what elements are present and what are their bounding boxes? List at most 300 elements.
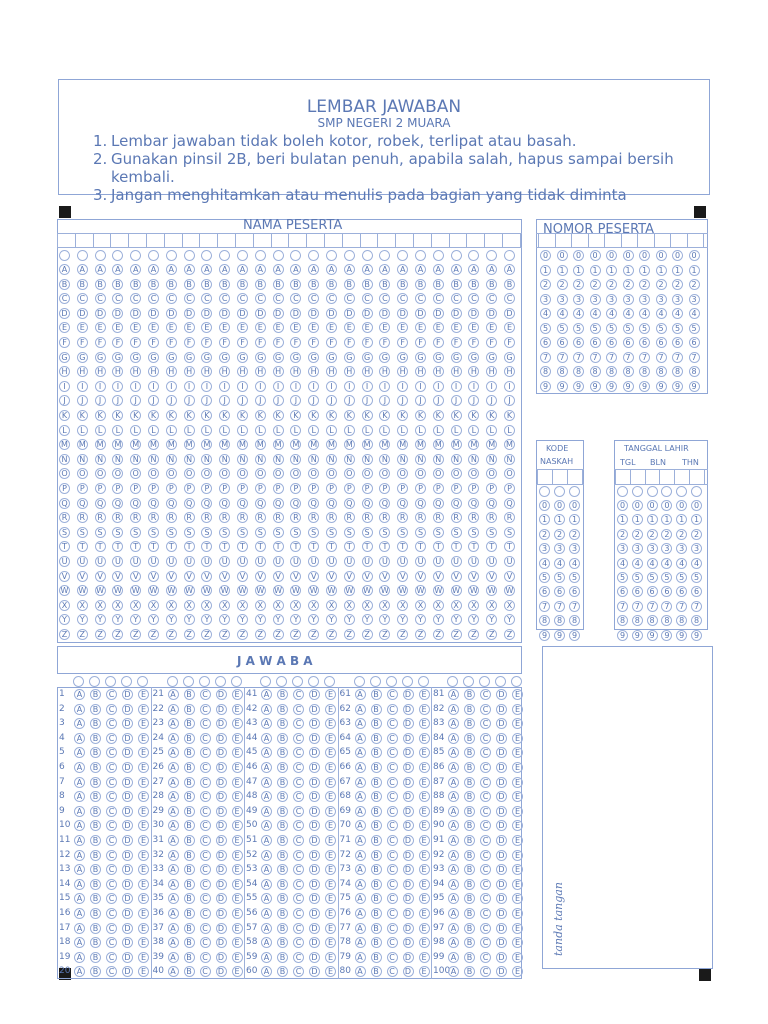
nama-letter-bubble[interactable]: E <box>344 322 355 333</box>
nama-letter-bubble[interactable]: I <box>415 381 426 392</box>
nama-letter-bubble[interactable]: B <box>77 279 88 290</box>
nama-letter-bubble[interactable]: C <box>451 293 462 304</box>
nomor-digit-bubble[interactable]: 0 <box>606 250 617 261</box>
nama-letter-bubble[interactable]: K <box>362 410 373 421</box>
nama-letter-bubble[interactable]: Q <box>451 498 462 509</box>
nama-letter-bubble[interactable]: X <box>344 600 355 611</box>
nama-letter-bubble[interactable]: F <box>130 337 141 348</box>
answer-option-bubble[interactable]: E <box>325 835 336 846</box>
answer-option-bubble[interactable]: C <box>387 806 398 817</box>
blank-bubble[interactable] <box>415 250 426 261</box>
nama-letter-bubble[interactable]: C <box>468 293 479 304</box>
nama-letter-bubble[interactable]: G <box>184 352 195 363</box>
answer-option-bubble[interactable]: B <box>371 777 382 788</box>
nama-letter-bubble[interactable]: W <box>113 586 122 596</box>
nama-letter-bubble[interactable]: H <box>326 366 337 377</box>
answer-option-bubble[interactable]: C <box>387 952 398 963</box>
blank-bubble[interactable] <box>137 676 148 687</box>
nama-letter-bubble[interactable]: J <box>148 395 159 406</box>
nama-letter-bubble[interactable]: B <box>112 279 123 290</box>
nama-letter-bubble[interactable]: Z <box>201 629 212 640</box>
nama-letter-bubble[interactable]: O <box>273 468 284 479</box>
answer-option-bubble[interactable]: B <box>184 879 195 890</box>
nama-letter-bubble[interactable]: C <box>433 293 444 304</box>
nama-letter-bubble[interactable]: S <box>486 527 497 538</box>
answer-option-bubble[interactable]: A <box>74 835 85 846</box>
nama-letter-bubble[interactable]: Q <box>166 498 177 509</box>
nama-letter-bubble[interactable]: Z <box>219 629 230 640</box>
nama-letter-bubble[interactable]: U <box>468 556 479 567</box>
nama-letter-bubble[interactable]: Y <box>468 614 479 625</box>
answer-option-bubble[interactable]: B <box>277 704 288 715</box>
answer-option-bubble[interactable]: C <box>106 806 117 817</box>
nama-letter-bubble[interactable]: P <box>59 483 70 494</box>
answer-option-bubble[interactable]: A <box>448 806 459 817</box>
answer-option-bubble[interactable]: C <box>480 864 491 875</box>
nama-letter-bubble[interactable]: H <box>486 366 497 377</box>
nomor-digit-bubble[interactable]: 3 <box>573 294 584 305</box>
nama-letter-bubble[interactable]: D <box>201 308 212 319</box>
nama-letter-bubble[interactable]: K <box>290 410 301 421</box>
answer-option-bubble[interactable]: E <box>419 820 430 831</box>
nama-letter-bubble[interactable]: P <box>237 483 248 494</box>
nama-letter-bubble[interactable]: T <box>130 541 141 552</box>
nama-letter-bubble[interactable]: X <box>255 600 266 611</box>
answer-option-bubble[interactable]: D <box>216 820 227 831</box>
nomor-digit-bubble[interactable]: 5 <box>672 323 683 334</box>
answer-option-bubble[interactable]: D <box>403 952 414 963</box>
nama-letter-bubble[interactable]: W <box>60 586 69 596</box>
tanggal-digit-bubble[interactable]: 8 <box>647 615 658 626</box>
nama-letter-bubble[interactable]: H <box>290 366 301 377</box>
answer-option-bubble[interactable]: D <box>496 952 507 963</box>
answer-option-bubble[interactable]: D <box>216 806 227 817</box>
nama-letter-bubble[interactable]: K <box>379 410 390 421</box>
nama-letter-bubble[interactable]: B <box>504 279 515 290</box>
nama-letter-bubble[interactable]: X <box>397 600 408 611</box>
nama-letter-bubble[interactable]: F <box>415 337 426 348</box>
nomor-digit-bubble[interactable]: 9 <box>590 381 601 392</box>
answer-option-bubble[interactable]: A <box>448 864 459 875</box>
answer-option-bubble[interactable]: D <box>496 747 507 758</box>
nama-letter-bubble[interactable]: Z <box>130 629 141 640</box>
answer-option-bubble[interactable]: C <box>200 777 211 788</box>
nomor-digit-bubble[interactable]: 3 <box>639 294 650 305</box>
answer-option-bubble[interactable]: C <box>106 850 117 861</box>
tanggal-digit-bubble[interactable]: 3 <box>661 543 672 554</box>
answer-option-bubble[interactable]: B <box>90 689 101 700</box>
nama-letter-bubble[interactable]: A <box>468 264 479 275</box>
nama-letter-bubble[interactable]: Z <box>433 629 444 640</box>
nama-letter-bubble[interactable]: O <box>130 468 141 479</box>
nama-letter-bubble[interactable]: N <box>59 454 70 465</box>
nama-letter-bubble[interactable]: K <box>77 410 88 421</box>
blank-bubble[interactable] <box>504 250 515 261</box>
blank-bubble[interactable] <box>231 676 242 687</box>
answer-option-bubble[interactable]: E <box>419 893 430 904</box>
answer-option-bubble[interactable]: D <box>403 777 414 788</box>
nomor-digit-bubble[interactable]: 2 <box>689 279 700 290</box>
nomor-digit-bubble[interactable]: 5 <box>573 323 584 334</box>
nomor-digit-bubble[interactable]: 9 <box>623 381 634 392</box>
nama-letter-bubble[interactable]: E <box>415 322 426 333</box>
answer-option-bubble[interactable]: C <box>200 952 211 963</box>
answer-option-bubble[interactable]: B <box>277 850 288 861</box>
answer-option-bubble[interactable]: A <box>261 791 272 802</box>
answer-option-bubble[interactable]: A <box>74 966 85 977</box>
answer-option-bubble[interactable]: D <box>216 966 227 977</box>
nama-letter-bubble[interactable]: Q <box>77 498 88 509</box>
nama-letter-bubble[interactable]: H <box>415 366 426 377</box>
nama-letter-bubble[interactable]: Z <box>504 629 515 640</box>
tanggal-digit-bubble[interactable]: 4 <box>647 558 658 569</box>
nama-letter-bubble[interactable]: B <box>397 279 408 290</box>
answer-option-bubble[interactable]: D <box>309 777 320 788</box>
nama-letter-bubble[interactable]: X <box>273 600 284 611</box>
nomor-digit-bubble[interactable]: 3 <box>672 294 683 305</box>
nomor-digit-bubble[interactable]: 5 <box>606 323 617 334</box>
nama-letter-bubble[interactable]: S <box>184 527 195 538</box>
answer-option-bubble[interactable]: D <box>496 893 507 904</box>
blank-bubble[interactable] <box>402 676 413 687</box>
answer-option-bubble[interactable]: E <box>512 908 523 919</box>
answer-option-bubble[interactable]: D <box>122 966 133 977</box>
nomor-digit-bubble[interactable]: 7 <box>639 352 650 363</box>
nama-letter-bubble[interactable]: R <box>130 512 141 523</box>
answer-option-bubble[interactable]: C <box>106 747 117 758</box>
answer-option-bubble[interactable]: E <box>512 952 523 963</box>
nomor-digit-bubble[interactable]: 2 <box>590 279 601 290</box>
nama-letter-bubble[interactable]: O <box>184 468 195 479</box>
answer-option-bubble[interactable]: C <box>480 923 491 934</box>
answer-option-bubble[interactable]: D <box>403 864 414 875</box>
nama-letter-bubble[interactable]: V <box>219 571 230 582</box>
nama-letter-bubble[interactable]: Q <box>326 498 337 509</box>
answer-option-bubble[interactable]: E <box>419 704 430 715</box>
nama-letter-bubble[interactable]: Y <box>273 614 284 625</box>
answer-option-bubble[interactable]: B <box>277 689 288 700</box>
nama-letter-bubble[interactable]: N <box>397 454 408 465</box>
answer-option-bubble[interactable]: D <box>403 879 414 890</box>
nama-letter-bubble[interactable]: B <box>433 279 444 290</box>
answer-option-bubble[interactable]: A <box>168 791 179 802</box>
answer-option-bubble[interactable]: D <box>216 747 227 758</box>
nama-letter-bubble[interactable]: L <box>433 425 444 436</box>
nama-letter-bubble[interactable]: T <box>237 541 248 552</box>
nama-letter-bubble[interactable]: X <box>95 600 106 611</box>
tanggal-digit-bubble[interactable]: 7 <box>676 601 687 612</box>
nomor-digit-bubble[interactable]: 0 <box>623 250 634 261</box>
nama-letter-bubble[interactable]: F <box>273 337 284 348</box>
nama-letter-bubble[interactable]: Q <box>201 498 212 509</box>
answer-option-bubble[interactable]: E <box>232 893 243 904</box>
nama-letter-bubble[interactable]: K <box>486 410 497 421</box>
answer-option-bubble[interactable]: A <box>355 704 366 715</box>
nama-letter-bubble[interactable]: W <box>469 586 478 596</box>
nama-letter-bubble[interactable]: Y <box>237 614 248 625</box>
nama-letter-bubble[interactable]: L <box>148 425 159 436</box>
answer-option-bubble[interactable]: E <box>419 762 430 773</box>
nama-letter-bubble[interactable]: H <box>362 366 373 377</box>
nama-letter-bubble[interactable]: U <box>326 556 337 567</box>
nama-letter-bubble[interactable]: J <box>379 395 390 406</box>
nama-letter-bubble[interactable]: T <box>326 541 337 552</box>
nomor-digit-bubble[interactable]: 4 <box>639 308 650 319</box>
nama-letter-bubble[interactable]: O <box>255 468 266 479</box>
tanggal-digit-bubble[interactable]: 3 <box>617 543 628 554</box>
answer-option-bubble[interactable]: E <box>512 777 523 788</box>
nama-letter-bubble[interactable]: I <box>468 381 479 392</box>
answer-option-bubble[interactable]: B <box>371 893 382 904</box>
answer-option-bubble[interactable]: A <box>355 937 366 948</box>
nama-letter-bubble[interactable]: V <box>59 571 70 582</box>
nama-letter-bubble[interactable]: A <box>397 264 408 275</box>
answer-option-bubble[interactable]: A <box>168 879 179 890</box>
nama-letter-bubble[interactable]: M <box>468 439 479 450</box>
nama-letter-bubble[interactable]: Q <box>219 498 230 509</box>
answer-option-bubble[interactable]: E <box>232 850 243 861</box>
nama-letter-bubble[interactable]: M <box>451 439 462 450</box>
blank-bubble[interactable] <box>386 676 397 687</box>
nama-letter-bubble[interactable]: F <box>184 337 195 348</box>
answer-option-bubble[interactable]: E <box>512 923 523 934</box>
answer-option-bubble[interactable]: E <box>232 718 243 729</box>
nomor-digit-bubble[interactable]: 3 <box>656 294 667 305</box>
answer-option-bubble[interactable]: D <box>216 704 227 715</box>
nama-letter-bubble[interactable]: E <box>201 322 212 333</box>
nomor-digit-bubble[interactable]: 4 <box>623 308 634 319</box>
nama-letter-bubble[interactable]: E <box>362 322 373 333</box>
answer-option-bubble[interactable]: B <box>90 733 101 744</box>
nama-letter-bubble[interactable]: L <box>451 425 462 436</box>
answer-option-bubble[interactable]: B <box>277 777 288 788</box>
answer-option-bubble[interactable]: A <box>355 762 366 773</box>
nama-letter-bubble[interactable]: G <box>148 352 159 363</box>
answer-option-bubble[interactable]: C <box>480 850 491 861</box>
nama-letter-bubble[interactable]: L <box>415 425 426 436</box>
nama-letter-bubble[interactable]: K <box>344 410 355 421</box>
nomor-digit-bubble[interactable]: 1 <box>540 265 551 276</box>
nama-letter-bubble[interactable]: A <box>344 264 355 275</box>
nama-letter-bubble[interactable]: P <box>433 483 444 494</box>
answer-option-bubble[interactable]: C <box>200 850 211 861</box>
nama-letter-bubble[interactable]: Y <box>219 614 230 625</box>
nama-letter-bubble[interactable]: M <box>415 439 426 450</box>
nomor-digit-bubble[interactable]: 8 <box>639 366 650 377</box>
nama-letter-bubble[interactable]: V <box>184 571 195 582</box>
nama-letter-bubble[interactable]: D <box>326 308 337 319</box>
blank-bubble[interactable] <box>632 486 643 497</box>
tanggal-digit-bubble[interactable]: 6 <box>661 586 672 597</box>
answer-option-bubble[interactable]: B <box>277 908 288 919</box>
nama-letter-bubble[interactable]: L <box>237 425 248 436</box>
nama-letter-bubble[interactable]: X <box>59 600 70 611</box>
nama-letter-bubble[interactable]: U <box>504 556 515 567</box>
nama-letter-bubble[interactable]: E <box>77 322 88 333</box>
kode-digit-bubble[interactable]: 3 <box>539 543 550 554</box>
blank-bubble[interactable] <box>617 486 628 497</box>
answer-option-bubble[interactable]: C <box>293 777 304 788</box>
answer-option-bubble[interactable]: C <box>387 820 398 831</box>
nama-letter-bubble[interactable]: K <box>397 410 408 421</box>
nama-letter-bubble[interactable]: Y <box>59 614 70 625</box>
tanggal-digit-bubble[interactable]: 8 <box>676 615 687 626</box>
answer-option-bubble[interactable]: B <box>464 689 475 700</box>
nama-letter-bubble[interactable]: L <box>255 425 266 436</box>
answer-option-bubble[interactable]: C <box>106 733 117 744</box>
nomor-digit-bubble[interactable]: 5 <box>540 323 551 334</box>
answer-option-bubble[interactable]: A <box>448 893 459 904</box>
nomor-digit-bubble[interactable]: 6 <box>656 337 667 348</box>
nama-letter-bubble[interactable]: Q <box>148 498 159 509</box>
answer-option-bubble[interactable]: B <box>90 864 101 875</box>
answer-option-bubble[interactable]: A <box>448 820 459 831</box>
nama-letter-bubble[interactable]: E <box>219 322 230 333</box>
answer-option-bubble[interactable]: C <box>106 820 117 831</box>
answer-option-bubble[interactable]: B <box>90 923 101 934</box>
nama-letter-bubble[interactable]: L <box>397 425 408 436</box>
answer-option-bubble[interactable]: D <box>122 762 133 773</box>
nama-letter-bubble[interactable]: M <box>362 439 373 450</box>
nama-letter-bubble[interactable]: D <box>344 308 355 319</box>
nama-letter-bubble[interactable]: O <box>77 468 88 479</box>
nomor-digit-bubble[interactable]: 5 <box>639 323 650 334</box>
nama-letter-bubble[interactable]: B <box>59 279 70 290</box>
answer-option-bubble[interactable]: E <box>232 923 243 934</box>
nama-letter-bubble[interactable]: T <box>433 541 444 552</box>
nama-letter-bubble[interactable]: F <box>112 337 123 348</box>
nama-letter-bubble[interactable]: U <box>415 556 426 567</box>
nomor-digit-bubble[interactable]: 5 <box>623 323 634 334</box>
nama-letter-bubble[interactable]: E <box>148 322 159 333</box>
tanggal-digit-bubble[interactable]: 8 <box>632 615 643 626</box>
nama-letter-bubble[interactable]: G <box>415 352 426 363</box>
nama-letter-bubble[interactable]: A <box>184 264 195 275</box>
answer-option-bubble[interactable]: B <box>371 952 382 963</box>
nama-letter-bubble[interactable]: G <box>59 352 70 363</box>
nama-letter-bubble[interactable]: T <box>255 541 266 552</box>
nama-letter-bubble[interactable]: F <box>77 337 88 348</box>
nama-letter-bubble[interactable]: N <box>326 454 337 465</box>
answer-option-bubble[interactable]: E <box>232 908 243 919</box>
answer-option-bubble[interactable]: E <box>138 747 149 758</box>
nama-letter-bubble[interactable]: H <box>273 366 284 377</box>
answer-option-bubble[interactable]: E <box>419 733 430 744</box>
blank-bubble[interactable] <box>324 676 335 687</box>
nama-letter-bubble[interactable]: Z <box>148 629 159 640</box>
nama-letter-bubble[interactable]: U <box>397 556 408 567</box>
answer-option-bubble[interactable]: C <box>387 908 398 919</box>
answer-option-bubble[interactable]: E <box>138 879 149 890</box>
answer-option-bubble[interactable]: E <box>419 747 430 758</box>
nama-letter-bubble[interactable]: J <box>433 395 444 406</box>
answer-option-bubble[interactable]: D <box>309 733 320 744</box>
nama-letter-bubble[interactable]: L <box>290 425 301 436</box>
nama-letter-bubble[interactable]: V <box>433 571 444 582</box>
nama-letter-bubble[interactable]: K <box>451 410 462 421</box>
nomor-digit-bubble[interactable]: 6 <box>573 337 584 348</box>
answer-option-bubble[interactable]: E <box>325 908 336 919</box>
answer-option-bubble[interactable]: A <box>355 820 366 831</box>
nama-letter-bubble[interactable]: J <box>130 395 141 406</box>
nomor-digit-bubble[interactable]: 8 <box>590 366 601 377</box>
blank-bubble[interactable] <box>511 676 522 687</box>
answer-option-bubble[interactable]: D <box>309 893 320 904</box>
nama-letter-bubble[interactable]: D <box>130 308 141 319</box>
nama-letter-bubble[interactable]: D <box>379 308 390 319</box>
nama-letter-bubble[interactable]: S <box>59 527 70 538</box>
nama-letter-bubble[interactable]: O <box>59 468 70 479</box>
answer-option-bubble[interactable]: D <box>309 850 320 861</box>
nama-letter-bubble[interactable]: R <box>166 512 177 523</box>
nama-letter-bubble[interactable]: A <box>166 264 177 275</box>
answer-option-bubble[interactable]: D <box>216 777 227 788</box>
answer-option-bubble[interactable]: C <box>106 718 117 729</box>
nomor-digit-bubble[interactable]: 0 <box>689 250 700 261</box>
answer-option-bubble[interactable]: C <box>480 879 491 890</box>
answer-option-bubble[interactable]: C <box>106 835 117 846</box>
nama-letter-bubble[interactable]: W <box>487 586 496 596</box>
nama-letter-bubble[interactable]: M <box>290 439 301 450</box>
answer-option-bubble[interactable]: A <box>355 952 366 963</box>
answer-option-bubble[interactable]: B <box>90 893 101 904</box>
answer-option-bubble[interactable]: A <box>448 689 459 700</box>
nama-letter-bubble[interactable]: Z <box>255 629 266 640</box>
answer-option-bubble[interactable]: B <box>371 689 382 700</box>
answer-option-bubble[interactable]: B <box>464 762 475 773</box>
nama-letter-bubble[interactable]: M <box>130 439 141 450</box>
nama-letter-bubble[interactable]: B <box>415 279 426 290</box>
answer-option-bubble[interactable]: B <box>464 937 475 948</box>
nama-letter-bubble[interactable]: A <box>112 264 123 275</box>
tanggal-digit-bubble[interactable]: 5 <box>676 572 687 583</box>
answer-option-bubble[interactable]: E <box>232 864 243 875</box>
nama-letter-bubble[interactable]: G <box>504 352 515 363</box>
nama-letter-bubble[interactable]: T <box>219 541 230 552</box>
answer-option-bubble[interactable]: A <box>355 923 366 934</box>
nomor-digit-bubble[interactable]: 4 <box>573 308 584 319</box>
nama-letter-bubble[interactable]: J <box>362 395 373 406</box>
nama-letter-bubble[interactable]: Q <box>273 498 284 509</box>
nama-letter-bubble[interactable]: V <box>326 571 337 582</box>
nama-letter-bubble[interactable]: U <box>219 556 230 567</box>
answer-option-bubble[interactable]: B <box>277 747 288 758</box>
answer-option-bubble[interactable]: E <box>325 879 336 890</box>
answer-option-bubble[interactable]: B <box>371 762 382 773</box>
answer-option-bubble[interactable]: B <box>277 879 288 890</box>
nama-letter-bubble[interactable]: Z <box>77 629 88 640</box>
nama-letter-bubble[interactable]: G <box>130 352 141 363</box>
nama-letter-bubble[interactable]: I <box>362 381 373 392</box>
answer-option-bubble[interactable]: A <box>261 966 272 977</box>
nama-letter-bubble[interactable]: Y <box>362 614 373 625</box>
answer-option-bubble[interactable]: D <box>403 791 414 802</box>
nama-letter-bubble[interactable]: W <box>416 586 425 596</box>
nama-letter-bubble[interactable]: C <box>77 293 88 304</box>
answer-option-bubble[interactable]: A <box>261 806 272 817</box>
answer-option-bubble[interactable]: A <box>355 893 366 904</box>
answer-option-bubble[interactable]: E <box>325 923 336 934</box>
answer-option-bubble[interactable]: C <box>293 762 304 773</box>
answer-option-bubble[interactable]: D <box>309 762 320 773</box>
nama-letter-bubble[interactable]: H <box>130 366 141 377</box>
answer-option-bubble[interactable]: D <box>216 689 227 700</box>
nama-letter-bubble[interactable]: Z <box>326 629 337 640</box>
nama-letter-bubble[interactable]: B <box>184 279 195 290</box>
nama-letter-bubble[interactable]: A <box>77 264 88 275</box>
nama-letter-bubble[interactable]: Y <box>451 614 462 625</box>
nama-letter-bubble[interactable]: P <box>201 483 212 494</box>
